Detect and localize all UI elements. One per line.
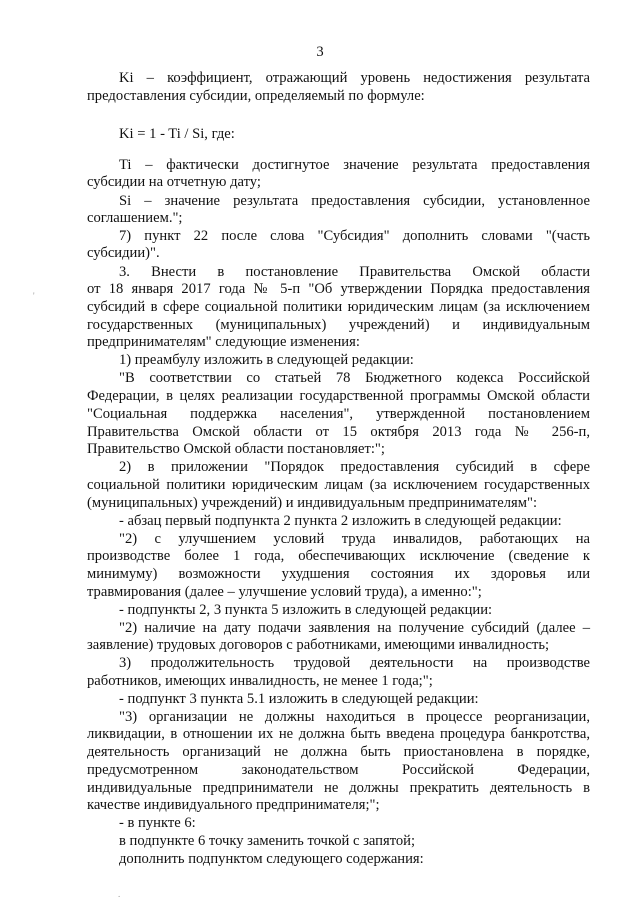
text-line: "В соответствии со статьей 78 Бюджетного кодекса Российской [119,370,590,386]
text-line: в подпункте 6 точку заменить точкой с запятой; [119,833,416,849]
text-line: "2) с улучшением условий труда инвалидов, работающих на [119,531,590,547]
text-line: "Социальная поддержка населения", утвержденной постановлением [87,406,590,422]
text-line: индивидуальные предприниматели не должны прекратить деятельность в [87,780,590,796]
text-line: государственных (муниципальных) учреждений) и индивидуальным [87,317,590,333]
text-line: 7) пункт 22 после слова "Субсидия" дополнить словами "(часть [119,228,590,244]
text-line: деятельность организаций не должна быть приостановлена в порядке, [87,744,590,760]
text-line: субсидии)". [87,245,160,261]
text-line: минимуму) возможности ухудшения состояния их здоровья или [87,566,590,582]
text-line: ликвидации, в отношении их не должна быть введена процедура банкротства, [87,726,590,742]
text-line: социальной политики юридическим лицам (за исключением государственных [87,477,590,493]
text-line: соглашением."; [87,210,183,226]
text-line: Правительство Омской области постановляет:"; [87,441,385,457]
text-line: - в пункте 6: [119,815,196,831]
text-line: предоставления субсидии, определяемый по формуле: [87,88,425,104]
text-line: качестве индивидуального предпринимателя;"; [87,797,380,813]
text-line: Ki – коэффициент, отражающий уровень недостижения результата [119,70,590,86]
text-line: Правительства Омской области от 15 октября 2013 года № 256-п, [87,424,590,440]
text-line: предпринимателям" следующие изменения: [87,334,360,350]
text-line: - подпункт 3 пункта 5.1 изложить в следующей редакции: [119,691,479,707]
text-line: "2) наличие на дату подачи заявления на получение субсидий (далее – [119,620,590,636]
text-line: Si – значение результата предоставления субсидии, установленное [119,193,590,209]
text-line: 3. Внести в постановление Правительства Омской области [119,264,590,280]
page-number: 3 [316,44,324,60]
text-line: Федерации, в целях реализации государственной программы Омской области [87,388,590,404]
text-line: (муниципальных) учреждений) и индивидуальным предпринимателям": [87,495,538,511]
text-line: травмирования (далее – улучшение условий труда), а именно:"; [87,584,482,600]
text-line: заявление) трудовых договоров с работниками, имеющими инвалидность; [87,637,550,653]
text-line: от 18 января 2017 года № 5-п "Об утверждении Порядка предоставления [87,281,590,297]
text-line: дополнить подпунктом следующего содержания: [119,851,424,867]
text-line: "3) организации не должны находиться в процессе реорганизации, [119,709,590,725]
scan-artifact-mark: ' [33,291,35,301]
scan-artifact-mark: . [118,889,121,899]
text-line: - абзац первый подпункта 2 пункта 2 изложить в следующей редакции: [119,513,562,529]
text-line: субсидии на отчетную дату; [87,174,261,190]
text-line: субсидий в сфере социальной политики юридическим лицам (за исключением [87,299,590,315]
text-line: Ti – фактически достигнутое значение результата предоставления [119,157,590,173]
text-line: работников, имеющих инвалидность, не менее 1 года;"; [87,673,433,689]
text-line: - подпункты 2, 3 пункта 5 изложить в следующей редакции: [119,602,493,618]
text-line: 1) преамбулу изложить в следующей редакции: [119,352,414,368]
text-line: предусмотренном законодательством Российской Федерации, [87,762,590,778]
text-line: Ki = 1 - Ti / Si, где: [119,126,235,142]
text-line: производстве более 1 года, обеспечивающих исключение (сведение к [87,548,590,564]
text-line: 2) в приложении "Порядок предоставления субсидий в сфере [119,459,590,475]
text-line: 3) продолжительность трудовой деятельности на производстве [119,655,590,671]
